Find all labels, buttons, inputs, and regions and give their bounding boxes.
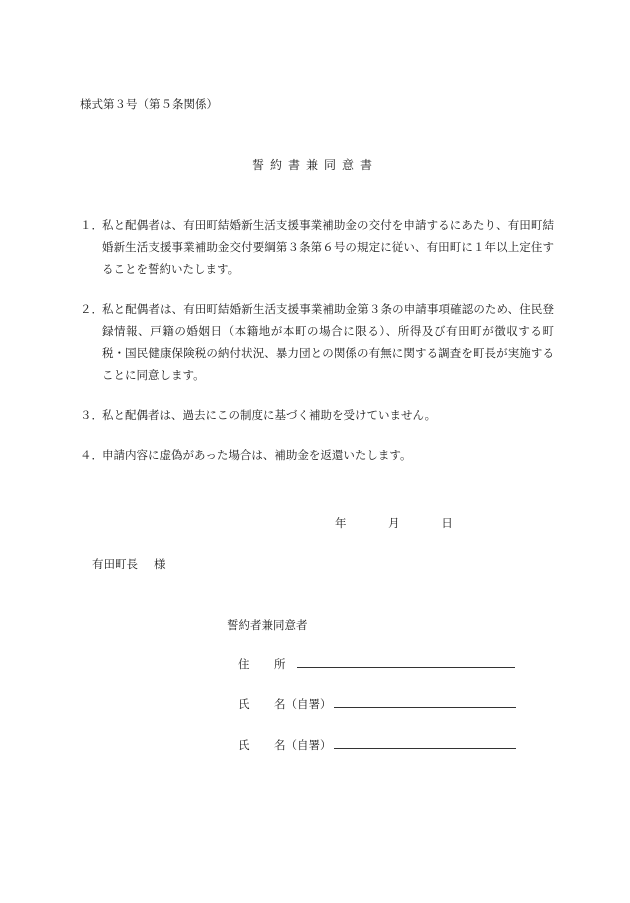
item-text: 私と配偶者は、過去にこの制度に基づく補助を受けていません。 xyxy=(102,408,437,422)
address-row xyxy=(238,656,515,672)
item-text: 私と配偶者は、有田町結婚新生活支援事業補助金の交付を申請するにあたり、有田町結婚新生活支援事業補助金交付要綱第３条第６号の規定に従い、有田町に１年以上定住することを誓約いたします。 xyxy=(102,218,554,276)
item-text: 私と配偶者は、有田町結婚新生活支援事業補助金第３条の申請事項確認のため、住民登録情報、戸籍の婚姻日（本籍地が本町の場合に限る）、所得及び有田町が徴収する町税・国民健康保険税の納付状況、暴力団との関係の有無に関する調査を町長が実施することに同意します。 xyxy=(102,302,554,382)
date-year-label: 年 xyxy=(335,516,347,530)
pledge-item-1 xyxy=(80,214,554,280)
date-month-label: 月 xyxy=(388,516,400,530)
address-field[interactable] xyxy=(297,657,515,668)
address-label-a: 住 xyxy=(238,657,250,671)
pledge-item-4 xyxy=(80,444,554,466)
name-field-1[interactable] xyxy=(334,697,516,708)
addressee-honorific: 様 xyxy=(154,557,166,571)
name-row-1 xyxy=(238,696,516,712)
date-line xyxy=(335,515,453,531)
addressee-name: 有田町長 xyxy=(92,557,138,571)
signer-label: 誓約者兼同意者 xyxy=(227,618,308,632)
item-number: ３． xyxy=(80,408,103,422)
name-field-2[interactable] xyxy=(334,738,516,749)
name-label-b: 名（自署） xyxy=(274,697,332,711)
pledge-items xyxy=(80,214,554,484)
name-label-b: 名（自署） xyxy=(274,738,332,752)
address-label-b: 所 xyxy=(274,657,286,671)
addressee xyxy=(92,556,166,572)
name-label-a: 氏 xyxy=(238,697,250,711)
form-number: 様式第３号（第５条関係） xyxy=(80,97,218,111)
item-text: 申請内容に虚偽があった場合は、補助金を返還いたします。 xyxy=(102,448,412,462)
pledge-item-2 xyxy=(80,298,554,386)
pledge-item-3 xyxy=(80,404,554,426)
name-row-2 xyxy=(238,737,516,753)
date-day-label: 日 xyxy=(441,516,453,530)
name-label-a: 氏 xyxy=(238,738,250,752)
item-number: ２． xyxy=(80,302,103,316)
item-number: ４． xyxy=(80,448,103,462)
item-number: １． xyxy=(80,218,103,232)
document-title: 誓約書兼同意書 xyxy=(251,158,378,172)
